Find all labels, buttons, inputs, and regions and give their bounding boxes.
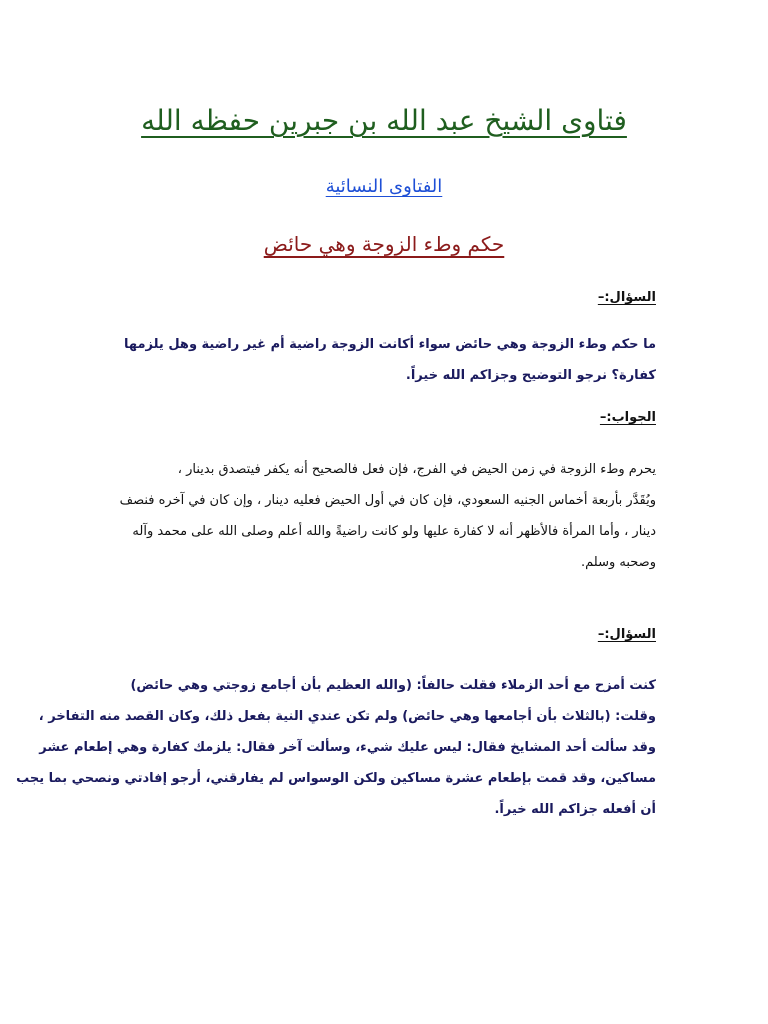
answer-text-1 [116,454,656,578]
question-2-line-5: أن أفعله جزاكم الله خيراً. [494,802,656,817]
page-title: فتاوى الشيخ عبد الله بن جبرين حفظه الله [141,104,627,137]
section-link-womens-fatwas[interactable]: الفتاوى النسائية [325,176,443,197]
question-2-line-4: مساكين، وقد قمت بإطعام عشرة مساكين ولكن الوسواس لم يفارقني، أرجو إفادتي ونصحي بما يجب [16,771,656,786]
question-2-line-1: كنت أمزح مع أحد الزملاء فقلت حالفاً: (والله العظيم بأن أجامع زوجتي وهي حائض) [130,678,656,693]
answer-1-line-3: دينار ، وأما المرأة فالأظهر أنه لا كفارة عليها ولو كانت راضيةً والله أعلم وصلى الله على محمد وآله [132,524,656,539]
question-label-2: السؤال:– [597,627,656,642]
question-2-line-2: وقلت: (بالثلاث بأن أجامعها وهي حائض) ولم تكن عندي النية بفعل ذلك، وكان القصد منه التفاخر ، [38,709,656,724]
question-1-line-2: كفارة؟ نرجو التوضيح وجزاكم الله خيراً. [405,368,656,383]
question-text-1 [116,329,656,391]
answer-label-1: الجواب:– [599,410,656,425]
answer-1-line-4: وصحبه وسلم. [581,555,656,570]
question-2-line-3: وقد سألت أحد المشايخ فقال: ليس عليك شيء، وسألت آخر فقال: يلزمك كفارة وهي إطعام عشر [39,740,656,755]
question-text-2 [16,670,656,825]
question-1-line-1: ما حكم وطء الزوجة وهي حائض سواء أكانت الزوجة راضية أم غير راضية وهل يلزمها [124,337,656,352]
topic-heading: حكم وطء الزوجة وهي حائض [263,232,505,256]
answer-1-line-1: يحرم وطء الزوجة في زمن الحيض في الفرج، فإن فعل فالصحيح أنه يكفر فيتصدق بدينار ، [177,462,656,477]
question-label-1: السؤال:– [597,290,656,305]
answer-1-line-2: ويُقَدَّر بأربعة أخماس الجنيه السعودي، فإن كان في أول الحيض فعليه دينار ، وإن كان في آخره فنصف [119,493,656,508]
